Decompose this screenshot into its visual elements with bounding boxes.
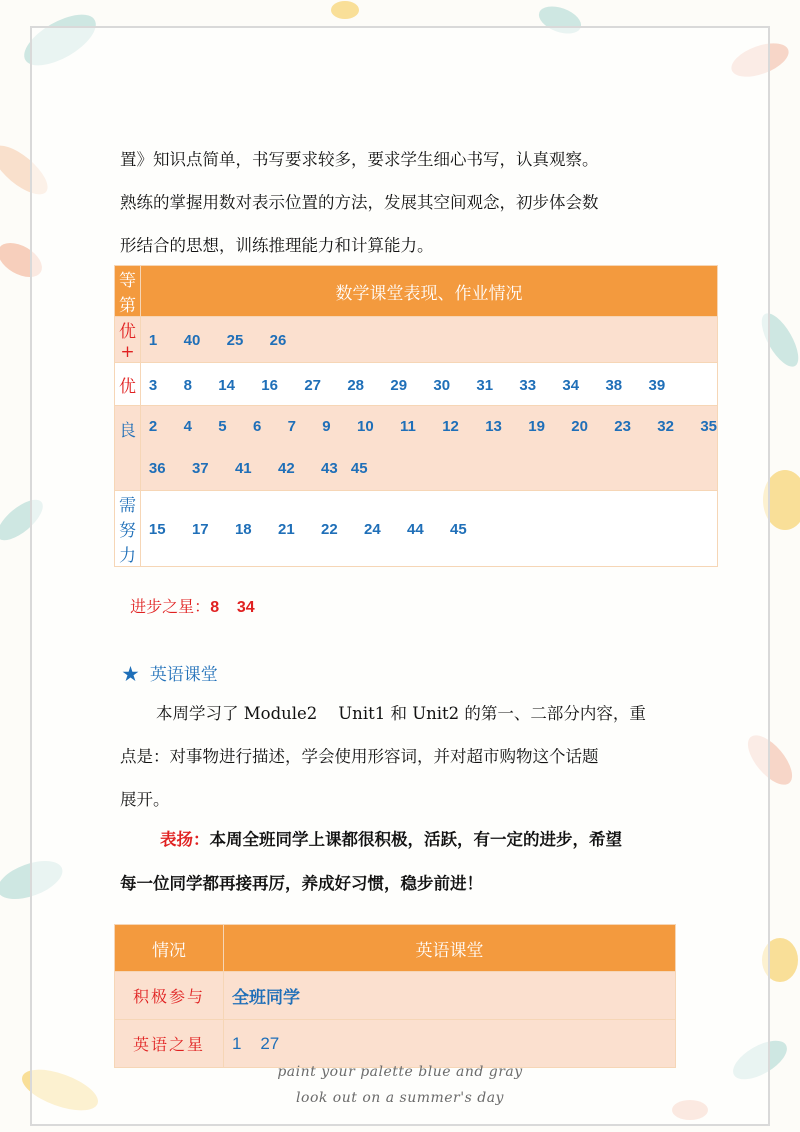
row-value: 1 27 [232, 1033, 280, 1053]
row-label: 积极参与 [132, 987, 205, 1006]
para-line: 点是：对事物进行描述，学会使用形容词，并对超市购物这个话题 [120, 747, 599, 766]
table-row [115, 363, 718, 406]
table-row [115, 317, 718, 363]
intro-line: 置》知识点简单，书写要求较多，要求学生细心书写，认真观察。 [120, 150, 599, 169]
progress-star [120, 575, 255, 617]
table-header: 等第 [115, 266, 141, 317]
student-numbers: 3 8 14 16 27 28 29 30 31 33 34 38 39 [148, 376, 666, 394]
progress-star-label: 进步之星： [130, 597, 211, 616]
intro-line: 熟练的掌握用数对表示位置的方法，发展其空间观念，初步体会数 [120, 193, 599, 212]
row-value: 全班同学 [232, 988, 300, 1007]
english-paragraph [120, 692, 646, 821]
table-row [115, 406, 718, 491]
grade-label: 优+ [118, 322, 136, 362]
row-label: 英语之星 [132, 1035, 205, 1054]
student-numbers: 1 40 25 26 [148, 332, 287, 349]
student-numbers: 15 17 18 21 22 24 44 45 [148, 521, 467, 538]
praise-block [120, 818, 622, 906]
math-grade-table [114, 265, 718, 567]
student-numbers: 2 4 5 6 7 9 10 11 12 13 19 20 23 32 35 [148, 418, 717, 435]
para-line: 展开。 [120, 790, 170, 809]
intro-line: 形结合的思想，训练推理能力和计算能力。 [120, 236, 434, 255]
math-intro [120, 138, 599, 267]
praise-line: 每一位同学都再接再厉，养成好习惯，稳步前进！ [120, 875, 483, 893]
table-row [115, 1020, 676, 1068]
table-row [115, 972, 676, 1020]
grade-label: 良 [118, 421, 136, 441]
para-line: 本周学习了 Module2 Unit1 和 Unit2 的第一、二部分内容，重 [156, 704, 646, 723]
student-numbers: 36 37 41 42 43 45 [148, 460, 368, 477]
table-header: 英语课堂 [224, 925, 676, 972]
table-header: 数学课堂表现、作业情况 [140, 266, 717, 317]
praise-label: 表扬： [160, 830, 210, 849]
footer-script-line: look out on a summer's day [296, 1090, 504, 1106]
section-title: 英语课堂 [149, 665, 218, 685]
english-table [114, 924, 676, 1068]
grade-label: 优 [118, 376, 136, 397]
table-header: 情况 [115, 925, 224, 972]
table-row [115, 491, 718, 567]
footer-script-line: paint your palette blue and gray [277, 1064, 523, 1080]
english-heading [122, 660, 218, 685]
progress-star-value: 8 34 [210, 599, 255, 616]
praise-line: 本周全班同学上课都很积极，活跃，有一定的进步，希望 [209, 831, 622, 849]
grade-label: 需努力 [118, 496, 136, 566]
star-icon: ★ [122, 665, 139, 685]
